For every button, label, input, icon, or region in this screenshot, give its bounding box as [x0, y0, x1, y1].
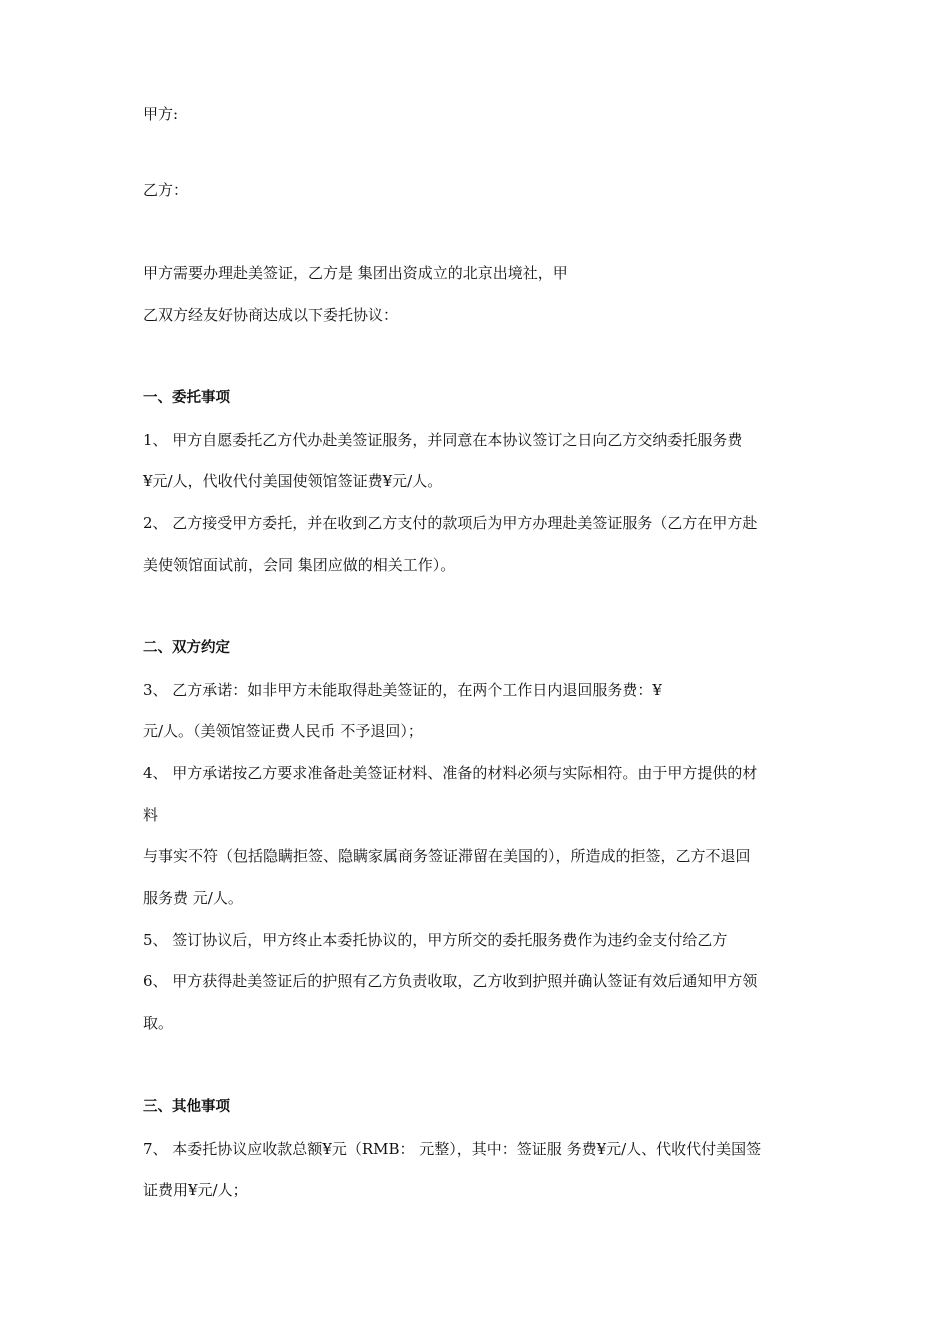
clause-7-line-1: 7、 本委托协议应收款总额¥元（RMB： 元整），其中：签证服 务费¥元/人、代收代付美国签 — [143, 1140, 762, 1158]
clause-7-line-2: 证费用¥元/人； — [143, 1181, 248, 1199]
clause-4-line-2: 料 — [143, 806, 159, 824]
preamble-line-1: 甲方需要办理赴美签证，乙方是 集团出资成立的北京出境社，甲 — [143, 264, 568, 282]
clause-2-line-1: 2、 乙方接受甲方委托，并在收到乙方支付的款项后为甲方办理赴美签证服务（乙方在甲方赴 — [143, 514, 758, 532]
clause-6-line-2: 取。 — [143, 1014, 174, 1032]
clause-3-line-2: 元/人。（美领馆签证费人民币 不予退回）； — [143, 722, 423, 740]
party-b-label: 乙方： — [143, 181, 189, 199]
clause-5-line-1: 5、 签订协议后，甲方终止本委托协议的，甲方所交的委托服务费作为违约金支付给乙方 — [143, 931, 728, 949]
clause-6-line-1: 6、 甲方获得赴美签证后的护照有乙方负责收取，乙方收到护照并确认签证有效后通知甲方领 — [143, 972, 758, 990]
party-a-label: 甲方: — [143, 105, 179, 123]
clause-2-line-2: 美使领馆面试前，会同 集团应做的相关工作）。 — [143, 556, 456, 574]
clause-1-line-1: 1、 甲方自愿委托乙方代办赴美签证服务，并同意在本协议签订之日向乙方交纳委托服务费 — [143, 431, 743, 449]
section-2-title: 二、双方约定 — [143, 640, 230, 656]
section-1-title: 一、委托事项 — [143, 390, 230, 406]
clause-4-line-1: 4、 甲方承诺按乙方要求准备赴美签证材料、准备的材料必须与实际相符。由于甲方提供的材 — [143, 764, 758, 782]
clause-4-line-3: 与事实不符（包括隐瞒拒签、隐瞒家属商务签证滞留在美国的），所造成的拒签，乙方不退回 — [143, 847, 751, 865]
preamble-line-2: 乙双方经友好协商达成以下委托协议： — [143, 306, 399, 324]
clause-4-line-4: 服务费 元/人。 — [143, 889, 243, 907]
clause-1-line-2: ¥元/人，代收代付美国使领馆签证费¥元/人。 — [143, 472, 443, 490]
clause-3-line-1: 3、 乙方承诺：如非甲方未能取得赴美签证的，在两个工作日内退回服务费：¥ — [143, 681, 662, 699]
section-3-title: 三、其他事项 — [143, 1099, 230, 1115]
